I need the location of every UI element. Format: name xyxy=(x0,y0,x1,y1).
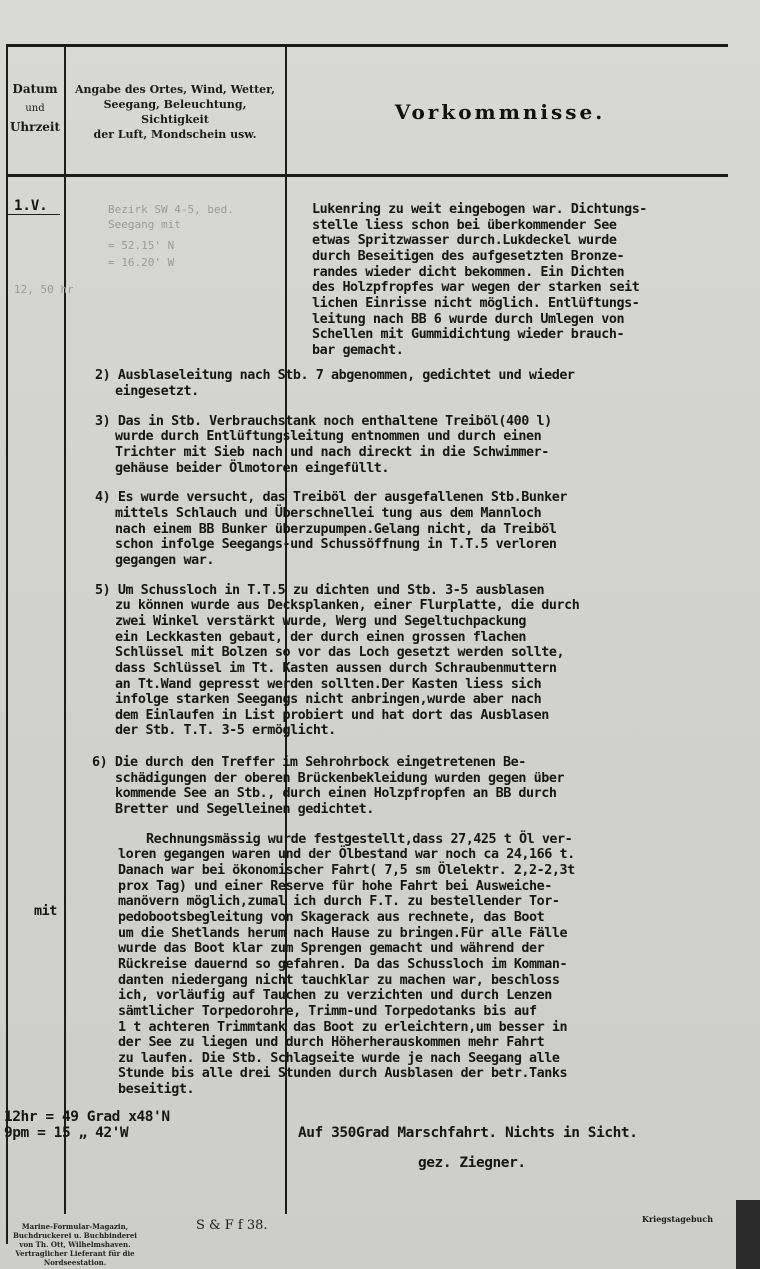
form-name: Kriegstagebuch xyxy=(642,1214,714,1224)
header-date-line-2: und xyxy=(25,103,45,114)
form-code: S & F f 38. xyxy=(196,1218,268,1233)
event-line: 2) Ausblaseleitung nach Stb. 7 abgenommen, gedichtet und wieder xyxy=(95,368,575,383)
left-border-rule xyxy=(6,44,8,1244)
event-line: Trichter mit Sieb nach und nach direckt in die Schwimmer- xyxy=(115,445,549,460)
event-line: zwei Winkel verstärkt wurde, Werg und Segeltuchpackung xyxy=(115,614,527,629)
header-date-line-3: Uhrzeit xyxy=(9,120,61,134)
printer-line-3: Vertraglicher Lieferant für die Nordseestation. xyxy=(15,1249,135,1267)
event-line: der Stb. T.T. 3-5 ermöglicht. xyxy=(115,723,336,738)
header-bottom-rule xyxy=(6,174,728,177)
event-line: leitung nach BB 6 wurde durch Umlegen von xyxy=(312,312,625,327)
printer-line-2: von Th. Ott, Wilhelmshaven. xyxy=(19,1240,131,1249)
ghost-line-4: = 16.20' W xyxy=(108,256,175,269)
event-line: stelle liess schon bei überkommender See xyxy=(312,218,617,233)
event-line: Bretter und Segelleinen gedichtet. xyxy=(115,802,374,817)
header-place-column xyxy=(68,82,282,142)
date-entry: 1.V. xyxy=(14,198,48,214)
event-line: wurde das Boot klar zum Sprengen gemacht und während der xyxy=(118,941,545,956)
event-line: ein Leckkasten gebaut, der durch einen grossen flachen xyxy=(115,630,527,645)
signature: gez. Ziegner. xyxy=(418,1155,526,1171)
event-line: 6) Die durch den Treffer im Sehrohrbock eingetretenen Be- xyxy=(92,755,526,770)
event-line: Danach war bei ökonomischer Fahrt( 7,5 sm Ölelektr. 2,2-2,3t xyxy=(118,863,575,878)
event-line: 4) Es wurde versucht, das Treiböl der ausgefallenen Stb.Bunker xyxy=(95,490,567,505)
event-line: um die Shetlands herum nach Hause zu bringen.Für alle Fälle xyxy=(118,926,568,941)
event-line: prox Tag) und einer Reserve für hohe Fahrt bei Ausweiche- xyxy=(118,879,552,894)
printer-line-1: Marine-Formular-Magazin, Buchdruckerei u. Buchbinderei xyxy=(13,1222,137,1240)
printer-imprint xyxy=(0,1222,150,1267)
event-line: 3) Das in Stb. Verbrauchstank noch enthaltene Treiböl(400 l) xyxy=(95,414,552,429)
event-line: schädigungen der oberen Brückenbekleidung wurden gegen über xyxy=(115,771,565,786)
event-line: zu laufen. Die Stb. Schlagseite wurde je nach Seegang alle xyxy=(118,1051,560,1066)
event-line: sämtlicher Torpedorohre, Trimm-und Torpedotanks bis auf xyxy=(118,1004,537,1019)
position-longitude: 9pm = 15 „ 42'W xyxy=(4,1125,129,1141)
event-line: kommende See an Stb., durch einen Holzpfropfen an BB durch xyxy=(115,786,557,801)
event-line: dem Einlaufen in List probiert und hat dort das Ausblasen xyxy=(115,708,549,723)
header-place-line-3: der Luft, Mondschein usw. xyxy=(93,128,257,141)
date-underline xyxy=(8,214,60,215)
header-top-rule xyxy=(6,44,728,47)
event-line: Schellen mit Gummidichtung wieder brauch- xyxy=(312,327,625,342)
event-line: manövern möglich,zumal ich durch F.T. zu bestellender Tor- xyxy=(118,894,560,909)
event-line: wurde durch Entlüftungsleitung entnommen und durch einen xyxy=(115,429,542,444)
ghost-line-3: = 52.15' N xyxy=(108,239,175,252)
event-line: der See zu liegen und durch Höherherauskommen mehr Fahrt xyxy=(118,1035,545,1050)
date-column-rule xyxy=(64,44,66,1214)
event-line: pedobootsbegleitung von Skagerack aus rechnete, das Boot xyxy=(118,910,545,925)
event-line: schon infolge Seegangs-und Schussöffnung in T.T.5 verloren xyxy=(115,537,557,552)
ghost-line-2: Seegang mit xyxy=(108,218,181,231)
event-line: des Holzpfropfes war wegen der starken seit xyxy=(312,280,640,295)
event-line: gegangen war. xyxy=(115,553,214,568)
event-line: mittels Schlauch und Überschnellei tung aus dem Mannloch xyxy=(115,506,542,521)
event-line: nach einem BB Bunker überzupumpen.Gelang nicht, da Treiböl xyxy=(115,522,557,537)
event-line: beseitigt. xyxy=(118,1082,195,1097)
event-line: 5) Um Schussloch in T.T.5 zu dichten und Stb. 3-5 ausblasen xyxy=(95,583,545,598)
event-line: Stunde bis alle drei Stunden durch Ausblasen der betr.Tanks xyxy=(118,1066,568,1081)
position-latitude: 12hr = 49 Grad x48'N xyxy=(4,1109,170,1125)
header-date-line-1: Datum xyxy=(12,82,58,96)
event-line: infolge starken Seegangs nicht anbringen,wurde aber nach xyxy=(115,692,542,707)
event-line: 1 t achteren Trimmtank das Boot zu erleichtern,um besser in xyxy=(118,1020,568,1035)
course-line: Auf 350Grad Marschfahrt. Nichts in Sicht. xyxy=(298,1125,638,1141)
event-line: lichen Einrisse nicht möglich. Entlüftungs- xyxy=(312,296,640,311)
event-line: danten niedergang nicht tauchklar zu machen war, beschloss xyxy=(118,973,560,988)
header-place-line-2: Seegang, Beleuchtung, Sichtigkeit xyxy=(103,98,247,126)
event-line: an Tt.Wand gepresst werden sollten.Der Kasten liess sich xyxy=(115,677,542,692)
event-line: etwas Spritzwasser durch.Lukdeckel wurde xyxy=(312,233,617,248)
header-date-column xyxy=(6,80,64,137)
event-line: gehäuse beider Ölmotoren eingefüllt. xyxy=(115,461,390,476)
header-events-title: Vorkommnisse. xyxy=(394,100,606,124)
event-line: dass Schlüssel im Tt. Kasten aussen durch Schraubenmuttern xyxy=(115,661,557,676)
event-line: ich, vorläufig auf Tauchen zu verzichten und durch Lenzen xyxy=(118,988,552,1003)
event-line: eingesetzt. xyxy=(115,384,199,399)
side-fragment: mit xyxy=(34,904,57,919)
event-line: Rechnungsmässig wurde festgestellt,dass 27,425 t Öl ver- xyxy=(146,832,573,847)
event-line: durch Beseitigen des aufgesetzten Bronze- xyxy=(312,249,625,264)
ghost-line-5: 12, 50 hr xyxy=(14,283,74,296)
event-line: zu können wurde aus Decksplanken, einer Flurplatte, die durch xyxy=(115,598,580,613)
page-edge-shadow xyxy=(736,1200,760,1269)
event-line: bar gemacht. xyxy=(312,343,404,358)
event-line: Lukenring zu weit eingebogen war. Dichtungs- xyxy=(312,202,647,217)
event-line: randes wieder dicht bekommen. Ein Dichten xyxy=(312,265,625,280)
event-line: Schlüssel mit Bolzen so vor das Loch gesetzt werden sollte, xyxy=(115,645,565,660)
header-place-line-1: Angabe des Ortes, Wind, Wetter, xyxy=(74,83,276,96)
event-line: loren gegangen waren und der Ölbestand war noch ca 24,166 t. xyxy=(118,847,575,862)
ghost-line-1: Bezirk SW 4-5, bed. xyxy=(108,203,234,216)
event-line: Rückreise dauernd so gefahren. Da das Schussloch im Komman- xyxy=(118,957,568,972)
